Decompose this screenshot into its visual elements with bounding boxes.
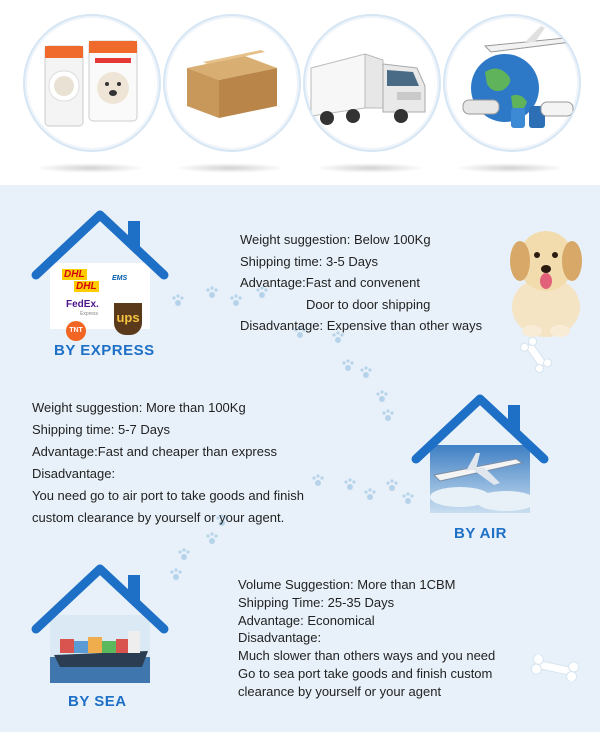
globe-plane-image	[445, 16, 579, 150]
paw-icon	[386, 479, 397, 491]
air-line: Advantage:Fast and cheaper than express	[32, 444, 277, 459]
air-line: Weight suggestion: More than 100Kg	[32, 400, 246, 415]
product-circle	[23, 14, 161, 152]
paw-icon	[170, 568, 181, 580]
sea-line: clearance by yourself or your agent	[238, 683, 442, 699]
air-line: Shipping time: 5-7 Days	[32, 422, 171, 437]
circle-shadow	[315, 163, 425, 173]
sea-line: Advantage: Economical	[238, 612, 375, 628]
ems-logo: EMS	[112, 275, 128, 282]
paw-icon	[206, 286, 217, 298]
express-details	[240, 229, 482, 337]
box-circle	[163, 14, 301, 152]
express-line: Disadvantage: Expensive than other ways	[240, 318, 483, 333]
air-line: You need go to air port to take goods and finish	[32, 488, 304, 503]
circle-shadow	[175, 163, 285, 173]
paw-icon	[342, 359, 353, 371]
paw-icon	[178, 548, 189, 560]
top-banner	[0, 0, 600, 185]
paw-icon	[360, 366, 371, 378]
express-line: Weight suggestion: Below 100Kg	[240, 232, 431, 247]
fedex-logo: FedEx.	[66, 299, 99, 310]
product-bottle-image	[25, 16, 159, 150]
tnt-logo: TNT	[66, 321, 86, 341]
express-label: BY EXPRESS	[54, 342, 155, 359]
express-line: Advantage:Fast and convenent	[240, 275, 420, 290]
air-line: custom clearance by yourself or your agent.	[32, 510, 285, 525]
air-details	[32, 397, 304, 529]
paw-icon	[172, 294, 183, 306]
sea-details	[238, 576, 495, 701]
air-house-icon	[410, 389, 550, 519]
paw-icon	[376, 390, 387, 402]
sea-house-icon	[30, 559, 170, 689]
cardboard-box-image	[165, 16, 299, 150]
dhl-logo: DHL	[64, 269, 85, 280]
logistics-circle	[443, 14, 581, 152]
sea-line: Go to sea port take goods and finish custom	[238, 665, 493, 681]
shipping-section	[0, 185, 600, 732]
bone-icon	[516, 335, 556, 375]
ups-logo: ups	[114, 303, 142, 335]
truck-image	[305, 16, 439, 150]
air-label: BY AIR	[454, 525, 508, 542]
air-line: Disadvantage:	[32, 466, 116, 481]
sea-label: BY SEA	[68, 693, 127, 710]
circle-shadow	[455, 163, 565, 173]
dhl-logo-2: DHL	[76, 281, 97, 292]
paw-icon	[206, 532, 217, 544]
sea-line: Much slower than others ways and you need	[238, 648, 496, 664]
paw-icon	[312, 474, 323, 486]
circle-shadow	[35, 163, 145, 173]
sea-line: Disadvantage:	[238, 630, 322, 646]
paw-icon	[382, 409, 393, 421]
sea-line: Volume Suggestion: More than 1CBM	[238, 577, 456, 592]
bone-icon	[528, 655, 582, 681]
express-logos	[60, 269, 150, 339]
paw-icon	[344, 478, 355, 490]
truck-circle	[303, 14, 441, 152]
fedex-sub-label: Express	[80, 311, 99, 317]
puppy-image	[500, 219, 590, 339]
sea-line: Shipping Time: 25-35 Days	[238, 594, 395, 610]
paw-icon	[364, 488, 375, 500]
express-line: Door to door shipping	[306, 296, 431, 312]
express-line: Shipping time: 3-5 Days	[240, 253, 379, 269]
